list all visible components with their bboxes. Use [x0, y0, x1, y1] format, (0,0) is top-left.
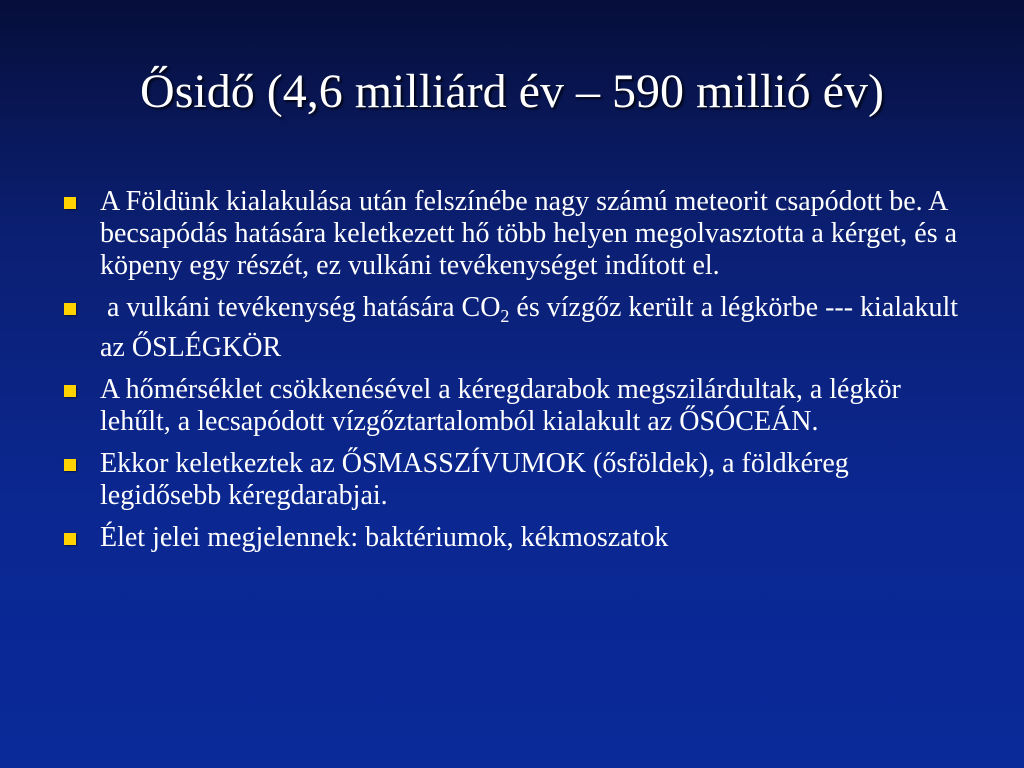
bullet-text-part: a vulkáni tevékenység hatására CO: [100, 292, 501, 323]
bullet-item: [62, 292, 962, 364]
bullet-square-icon: [64, 459, 76, 471]
bullet-text-part: és vízgőz került a légkörbe --- kialakult az ŐSLÉGKÖR: [100, 292, 959, 363]
bullet-square-icon: [64, 303, 76, 315]
bullet-item: [62, 522, 962, 554]
bullet-text: A hőmérséklet csökkenésével a kéregdarabok megszilárdultak, a légkör lehűlt, a lecsapódott vízgőztartalomból kialakult az ŐSÓCEÁN.: [100, 374, 901, 437]
bullet-square-icon: [64, 533, 76, 545]
bullet-text: Élet jelei megjelennek: baktériumok, kékmoszatok: [100, 522, 669, 553]
bullet-square-icon: [64, 197, 76, 209]
bullet-text: [100, 292, 958, 363]
bullet-list: [62, 186, 962, 564]
bullet-text: Ekkor keletkeztek az ŐSMASSZÍVUMOK (ősföldek), a földkéreg legidősebb kéregdarabjai.: [100, 448, 849, 511]
bullet-square-icon: [64, 385, 76, 397]
co2-subscript: 2: [500, 306, 510, 326]
bullet-item: [62, 448, 962, 512]
bullet-item: [62, 186, 962, 282]
bullet-text: A Földünk kialakulása után felszínébe nagy számú meteorit csapódott be. A becsapódás hatására keletkezett hő több helyen megolvasztotta a kérget, és a köpeny egy részét, ez vulkáni tevékenységet indított el.: [100, 186, 958, 281]
bullet-item: [62, 374, 962, 438]
slide-title: Ősidő (4,6 milliárd év – 590 millió év): [140, 65, 884, 118]
